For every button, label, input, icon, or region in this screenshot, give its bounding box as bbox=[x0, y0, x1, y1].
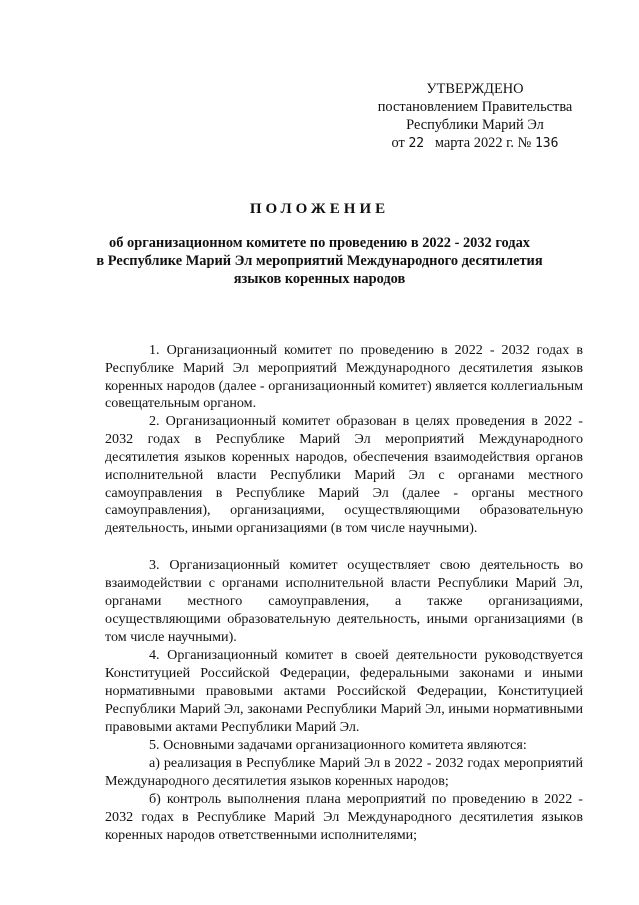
paragraph-1: 1. Организационный комитет по проведению в 2022 - 2032 годах в Республике Марий Эл мероприятий Международного десятилетия языков коренных народов (далее - организационный комитет) является коллегиальным совещательным органом. bbox=[105, 342, 583, 412]
paragraph-2: 2. Организационный комитет образован в целях проведения в 2022 - 2032 годах в Республике Марий Эл мероприятий Международного десятилетия языков коренных народов, обеспечения взаимодействия органов исполнительной власти Республики Марий Эл с органами местного самоуправления в Республике Марий Эл (далее - органы местного самоуправления), организациями, осуществляющими образовательную деятельность, иными организациями (в том числе научными). bbox=[105, 413, 583, 537]
subtitle-line-3: языков коренных народов bbox=[233, 271, 406, 287]
approval-stamp: УТВЕРЖДЕНО bbox=[426, 81, 524, 97]
approval-block bbox=[360, 80, 590, 153]
document-subtitle bbox=[90, 234, 549, 288]
decree-number: 136 bbox=[534, 136, 559, 151]
paragraph-3: 3. Организационный комитет осуществляет свою деятельность во взаимодействии с органами исполнительной власти Республики Марий Эл, органами местного самоуправления, а также организациями, осуществляющими образовательную деятельность, иными организациями (в том числе научными). bbox=[105, 557, 583, 645]
paragraph-5a: а) реализация в Республике Марий Эл в 2022 - 2032 годах мероприятий Международного десятилетия языков коренных народов; bbox=[105, 755, 583, 789]
paragraph-5: 5. Основными задачами организационного комитета являются: bbox=[149, 737, 527, 753]
date-prefix: от bbox=[391, 135, 405, 151]
paragraph-4: 4. Организационный комитет в своей деятельности руководствуется Конституцией Российской Федерации, федеральными законами и иными нормативными правовыми актами Российской Федерации, Конституцией Республики Марий Эл, законами Республики Марий Эл, иными нормативными правовыми актами Республики Марий Эл. bbox=[105, 647, 583, 735]
subtitle-line-1: об организационном комитете по проведению в 2022 - 2032 годах bbox=[109, 235, 530, 251]
date-month-year: марта 2022 г. № bbox=[434, 135, 532, 151]
document-title: ПОЛОЖЕНИЕ bbox=[249, 201, 390, 217]
date-day: 22 bbox=[408, 136, 425, 151]
approval-line-2: Республики Марий Эл bbox=[406, 117, 544, 133]
approval-date-line bbox=[360, 134, 590, 153]
approval-line-1: постановлением Правительства bbox=[377, 99, 573, 115]
subtitle-line-2: в Республике Марий Эл мероприятий Международного десятилетия bbox=[96, 253, 543, 269]
paragraph-5b: б) контроль выполнения плана мероприятий по проведению в 2022 - 2032 годах в Республике Марий Эл Международного десятилетия языков коренных народов ответственными исполнителями; bbox=[105, 791, 583, 843]
